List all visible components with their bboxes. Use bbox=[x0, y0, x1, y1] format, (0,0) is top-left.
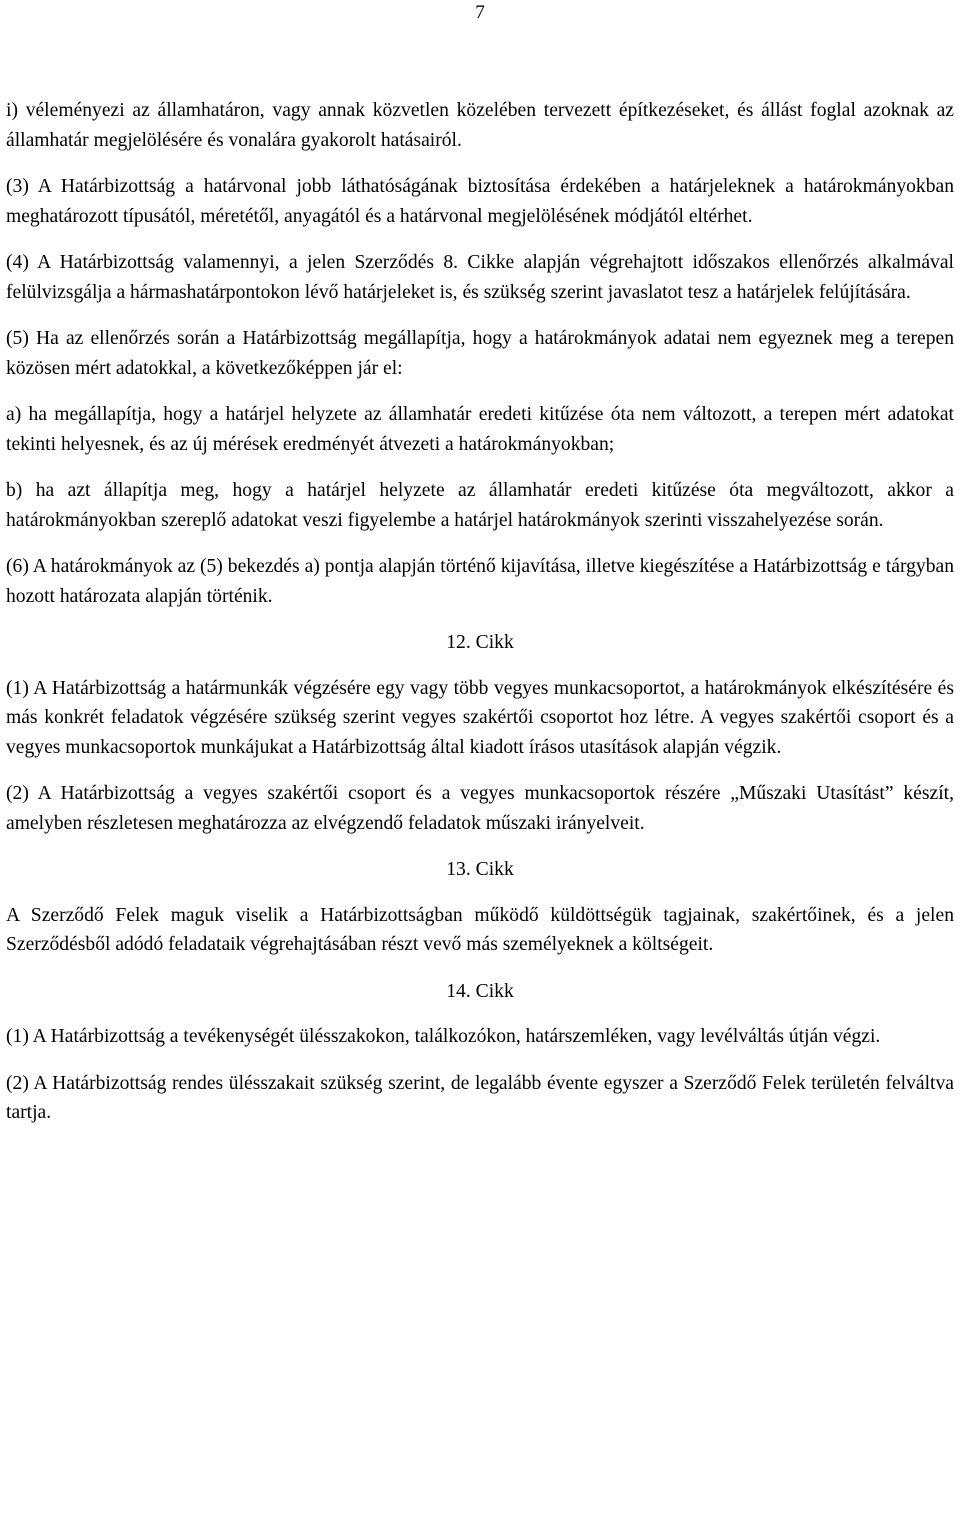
article-13-heading: 13. Cikk bbox=[446, 859, 514, 880]
page-number: 7 bbox=[475, 2, 485, 23]
paragraph-5-a: a) ha megállapítja, hogy a határjel helyzete az államhatár eredeti kitűzése óta nem változott, a terepen mért adatokat tekinti helyesnek, és az új mérések eredményét átvezeti a határokmányokban; bbox=[6, 404, 954, 455]
article-14-paragraph-1: (1) A Határbizottság a tevékenységét ülésszakokon, találkozókon, határszemléken, vagy levélváltás útján végzi. bbox=[6, 1026, 881, 1047]
paragraph-5: (5) Ha az ellenőrzés során a Határbizottság megállapítja, hogy a határokmányok adatai nem egyeznek meg a terepen közösen mért adatokkal, a következőképpen jár el: bbox=[6, 328, 954, 379]
paragraph-5-b: b) ha azt állapítja meg, hogy a határjel helyzete az államhatár eredeti kitűzése óta megváltozott, akkor a határokmányokban szereplő adatokat veszi figyelembe a határjel határokmányok szerinti visszahelyezése során. bbox=[6, 480, 954, 531]
paragraph-3: (3) A Határbizottság a határvonal jobb láthatóságának biztosítása érdekében a határjeleknek a határokmányokban meghatározott típusától, méretétől, anyagától és a határvonal megjelölésének módjától eltérhet. bbox=[6, 176, 954, 227]
article-12-heading: 12. Cikk bbox=[446, 632, 514, 653]
document-body bbox=[6, 96, 954, 1145]
paragraph-6: (6) A határokmányok az (5) bekezdés a) pontja alapján történő kijavítása, illetve kiegészítése a Határbizottság e tárgyban hozott határozata alapján történik. bbox=[6, 556, 954, 607]
article-13-paragraph: A Szerződő Felek maguk viselik a Határbizottságban működő küldöttségük tagjainak, szakértőinek, és a jelen Szerződésből adódó feladataik végrehajtásában részt vevő más személyeknek a költségeit. bbox=[6, 904, 954, 955]
paragraph-i: i) véleményezi az államhatáron, vagy annak közvetlen közelében tervezett építkezéseket, és állást foglal azoknak az államhatár megjelölésére és vonalára gyakorolt hatásairól. bbox=[6, 100, 954, 151]
article-14-heading: 14. Cikk bbox=[446, 980, 514, 1002]
article-12-paragraph-1: (1) A Határbizottság a határmunkák végzésére egy vagy több vegyes munkacsoportot, a határokmányok elkészítésére és más konkrét feladatok végzésére szükség szerint vegyes szakértői csoportot hoz létre. A vegyes szakértői csoport és a vegyes munkacsoportok munkájukat a Határbizottság által kiadott írásos utasítások alapján végzik. bbox=[6, 677, 954, 758]
paragraph-4: (4) A Határbizottság valamennyi, a jelen Szerződés 8. Cikke alapján végrehajtott időszakos ellenőrzés alkalmával felülvizsgálja a hármashatárpontokon lévő határjeleket is, és szükség szerint javaslatot tesz a határjelek felújítására. bbox=[6, 252, 954, 303]
article-12-paragraph-2: (2) A Határbizottság a vegyes szakértői csoport és a vegyes munkacsoportok részére „Műszaki Utasítást” készít, amelyben részletesen meghatározza az elvégzendő feladatok műszaki irányelveit. bbox=[6, 783, 954, 834]
article-14-paragraph-2: (2) A Határbizottság rendes ülésszakait szükség szerint, de legalább évente egyszer a Szerződő Felek területén felváltva tartja. bbox=[6, 1072, 954, 1123]
